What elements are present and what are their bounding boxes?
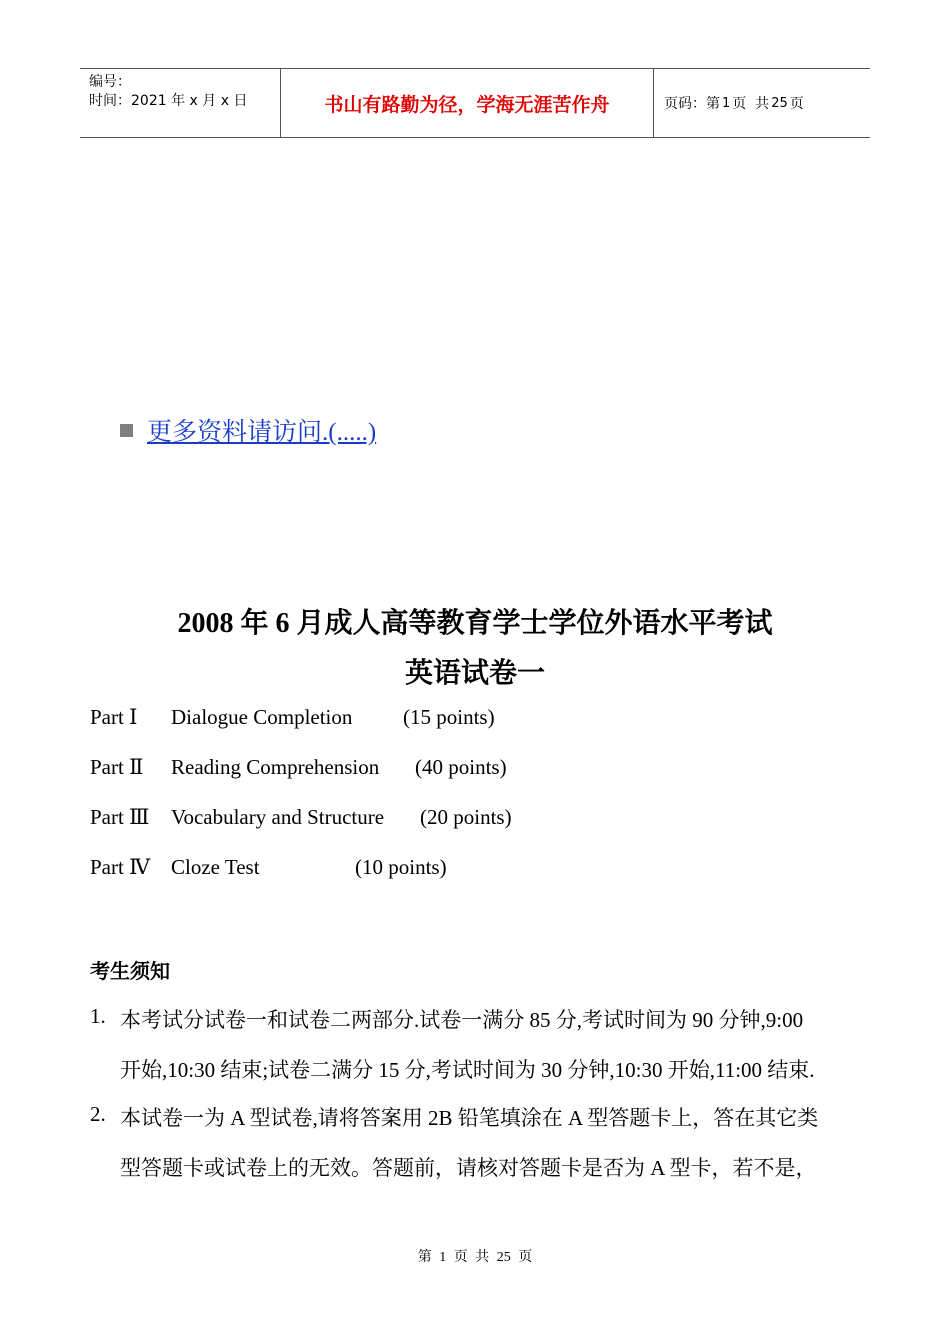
square-bullet-icon	[120, 424, 133, 437]
part-name: Cloze Test	[171, 855, 260, 879]
part-points: (20 points)	[420, 805, 512, 829]
page-prefix: 页码：第	[664, 96, 720, 112]
notice-line: 本试卷一为 A 型试卷,请将答案用 2B 铅笔填涂在 A 型答题卡上，答在其它类	[120, 1106, 819, 1130]
exam-subtitle: 英语试卷一	[404, 658, 545, 689]
part-number: Part Ⅳ	[90, 855, 151, 879]
header-page-info	[654, 69, 870, 137]
page-mid: 页 共	[732, 96, 770, 112]
page-suffix: 页	[789, 96, 804, 112]
exam-title: 2008 年 6 月成人高等教育学士学位外语水平考试	[177, 608, 773, 639]
header-meta	[80, 69, 281, 137]
page-current: 1	[722, 95, 731, 111]
more-info-row	[120, 412, 376, 448]
page-total: 25	[771, 95, 788, 111]
notice-line: 开始,10:30 结束;试卷二满分 15 分,考试时间为 30 分钟,10:30 开始,11:00 结束.	[120, 1058, 815, 1082]
time-label: 时间：2021 年 x 月 x 日	[89, 93, 248, 109]
notice-index: 2.	[90, 1102, 106, 1126]
part-points: (40 points)	[415, 755, 507, 779]
part-number: Part Ⅲ	[90, 805, 150, 829]
code-label: 编号：	[89, 74, 131, 90]
part-name: Reading Comprehension	[171, 755, 380, 779]
header-motto: 书山有路勤为径，学海无涯苦作舟	[281, 69, 654, 137]
page-header	[80, 68, 870, 138]
part-name: Dialogue Completion	[171, 705, 353, 729]
part-number: Part Ⅱ	[90, 755, 144, 779]
part-name: Vocabulary and Structure	[171, 805, 385, 829]
notice-line: 本考试分试卷一和试卷二两部分.试卷一满分 85 分,考试时间为 90 分钟,9:00	[120, 1008, 804, 1032]
notice-index: 1.	[90, 1004, 106, 1028]
part-points: (10 points)	[355, 855, 447, 879]
part-number: Part Ⅰ	[90, 705, 138, 729]
notice-line: 型答题卡或试卷上的无效。答题前，请核对答题卡是否为 A 型卡，若不是，	[120, 1156, 817, 1180]
part-points: (15 points)	[403, 705, 495, 729]
page-footer: 第 1 页 共 25 页	[417, 1250, 533, 1265]
more-info-link[interactable]: 更多资料请访问.(.....)	[147, 419, 377, 446]
notice-heading: 考生须知	[90, 959, 170, 983]
